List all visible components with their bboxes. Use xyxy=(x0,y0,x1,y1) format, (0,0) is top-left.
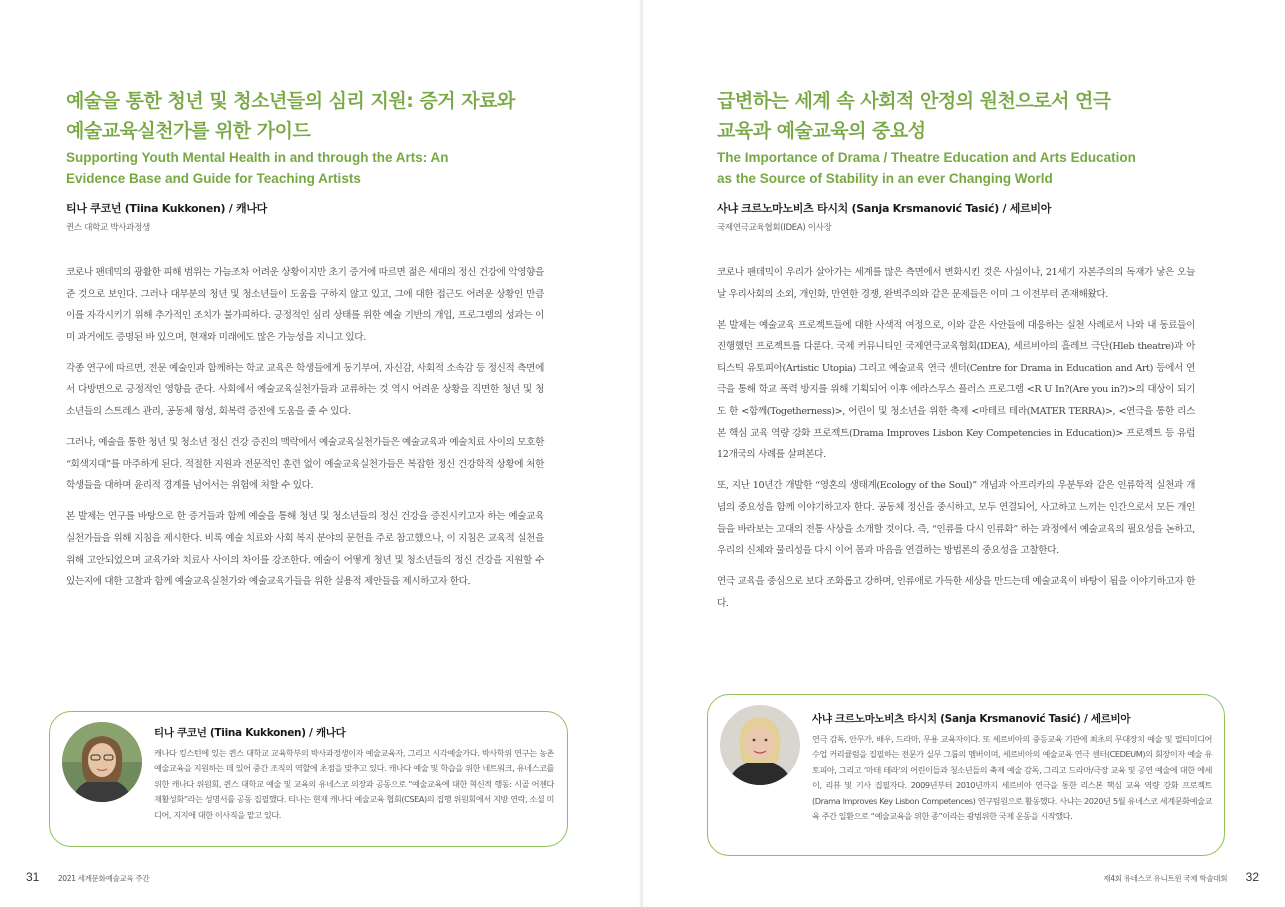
title-line-1: Supporting Youth Mental Health in and through the Arts: An xyxy=(66,150,449,165)
body-paragraph: 또, 지난 10년간 개발한 “영혼의 생태계(Ecology of the Soul)” 개념과 아프리카의 우분투와 같은 인류학적 실천과 개념의 중요성을 함께 이야기하고자 한다. 공동체 정신을 중시하고, 모두 연결되어, 사고하고 느끼는 인간으로서 모든 개인들을 바라보는 고대의 전통 사상을 소개할 것이다. 즉, “인류를 다시 인류화” 하는 과정에서 예술교육의 필요성을 논하고, 우리의 신체와 물리성을 다시 이어 몸과 마음을 연결하는 방법론의 중요성을 고찰한다. xyxy=(717,480,1195,557)
left-page xyxy=(0,0,641,907)
page-footer xyxy=(26,868,149,886)
bio-description: 캐나다 킹스턴에 있는 퀸스 대학교 교육학부의 박사과정생이자 예술교육자, 그리고 시각예술가다. 박사학위 연구는 농촌 예술교육을 지원하는 데 있어 중간 조직의 역할에 초점을 맞추고 있다. 캐나다 예술 및 학습을 위한 네트워크, 유네스코를 위한 캐나다 위원회, 퀸스 대학교 예술 및 교육의 유네스코 의장과 공동으로 “예술교육에 대한 혁신적 행동: 시골 어젠다 재활성화”라는 성명서를 공동 집필했다. 티나는 현재 캐나다 예술교육 협회(CSEA)의 집행 위원회에서 지방 연락, 소셜 미디어, 지지에 대한 이사직을 맡고 있다. xyxy=(154,748,554,820)
article-title-english xyxy=(717,147,1207,189)
body-paragraph: 각종 연구에 따르면, 전문 예술인과 함께하는 학교 교육은 학생들에게 동기부여, 자신감, 사회적 소속감 등 정신적 측면에서 다방면으로 긍정적인 영향을 준다. 사회에서 예술교육실천가들과 교류하는 것 역시 어려운 상황을 직면한 청년 및 청소년들의 스트레스 관리, 공동체 형성, 회복력 증진에 도움을 줄 수 있다. xyxy=(66,362,544,418)
bio-name: 사냐 크르노마노비츠 타시치 (Sanja Krsmanović Tasić) / 세르비아 xyxy=(812,713,1131,725)
article-title-english xyxy=(66,147,556,189)
author-affiliation: 퀸스 대학교 박사과정생 xyxy=(66,223,150,233)
page-number: 31 xyxy=(26,870,40,884)
body-paragraph: 연극 교육을 중심으로 보다 조화롭고 강하며, 인류애로 가득한 세상을 만드는데 예술교육이 바탕이 됨을 이야기하고자 한다. xyxy=(717,576,1195,609)
article-title-korean xyxy=(66,86,556,146)
author-name: 사냐 크르노마노비츠 타시치 (Sanja Krsmanović Tasić) / 세르비아 xyxy=(717,202,1052,215)
body-paragraph: 본 발제는 연구를 바탕으로 한 증거들과 함께 예술을 통해 청년 및 청소년들의 정신 건강을 증진시키고자 하는 예술교육실천가들을 위해 지침을 제시한다. 비록 예술 치료와 사회 복지 분야의 문헌을 주로 참고했으나, 이 지침은 교육적 실천을 위해 고안되었으며 교육가와 치료사 사이의 차이를 강조한다. 예술이 어떻게 청년 및 청소년들의 정신 건강을 지원할 수 있는지에 대한 고찰과 함께 예술교육실천가와 예술교육가들을 위한 실용적 제안들을 제시하고자 한다. xyxy=(66,511,544,588)
running-head: 제4회 유네스코 유니트윈 국제 학술대회 xyxy=(1103,874,1228,883)
bio-name: 티나 쿠코넌 (Tiina Kukkonen) / 캐나다 xyxy=(154,727,346,739)
portrait-image xyxy=(720,705,800,785)
title-line-2: 교육과 예술교육의 중요성 xyxy=(717,120,926,142)
title-line-1: 예술을 통한 청년 및 청소년들의 심리 지원: 증거 자료와 xyxy=(66,90,515,112)
right-page xyxy=(643,0,1285,907)
bio-text-block xyxy=(812,711,1212,824)
body-paragraph: 코로나 팬데믹의 광활한 피해 범위는 가늠조차 어려운 상황이지만 초기 증거에 따르면 젊은 세대의 정신 건강에 악영향을 준 것으로 보인다. 그러나 대부분의 청년 및 청소년들이 도움을 구하지 않고 있고, 그에 대한 접근도 어려운 상황인 만큼 이를 자각시키기 위해 추가적인 조치가 불가피하다. 긍정적인 심리 상태를 위한 예술 기반의 개입, 프로그램의 성과는 이미 과거에도 증명된 바 있으며, 현재와 미래에도 많은 가능성을 지니고 있다. xyxy=(66,267,544,343)
running-head: 2021 세계문화예술교육 주간 xyxy=(57,874,150,883)
body-paragraph: 코로나 팬데믹이 우리가 살아가는 세계를 많은 측면에서 변화시킨 것은 사실이나, 21세기 자본주의의 독재가 낳은 오늘날 우리사회의 소외, 개인화, 만연한 경쟁, 완벽주의와 같은 문제들은 이미 그 이전부터 존재해왔다. xyxy=(717,267,1195,300)
page-number: 32 xyxy=(1245,870,1259,884)
title-line-2: 예술교육실천가를 위한 가이드 xyxy=(66,120,311,142)
title-line-2: Evidence Base and Guide for Teaching Artists xyxy=(66,171,361,186)
author-bio-box xyxy=(49,711,568,847)
author-name: 티나 쿠코넌 (Tiina Kukkonen) / 캐나다 xyxy=(66,202,268,215)
bio-description: 연극 감독, 안무가, 배우, 드라마, 무용 교육자이다. 또 세르비아의 중등교육 기관에 최초의 무대장치 예술 및 멀티미디어 수업 커리큘럼을 집필하는 전문가 실무 그룹의 멤버이며, 세르비아의 예술교육 연극 센터(CEDEUM)의 회장이자 예술 유토피아, 그리고 ‘마테 테라’의 어린이들과 청소년들의 축제 예술 감독, 그리고 드라마/극장 교육 및 공연 예술에 대한 에세이, 리뷰 및 기사 집필자다. 2009년부터 2010년까지 세르비아 연극을 통한 리스본 핵심 교육 역량 강화 프로젝트(Drama Improves Key Lisbon Competences) 연구팀원으로 활동했다. 사냐는 2020년 5월 유네스코 세계문화예술교육 주간 일환으로 “예술교육을 위한 종”이라는 광범위한 국제 운동을 시작했다. xyxy=(812,734,1212,822)
author-bio-box xyxy=(707,694,1225,856)
portrait-image xyxy=(62,722,142,802)
article-body xyxy=(66,262,544,602)
title-line-1: The Importance of Drama / Theatre Education and Arts Education xyxy=(717,150,1136,165)
title-line-2: as the Source of Stability in an ever Changing World xyxy=(717,171,1053,186)
author-photo xyxy=(720,705,800,785)
article-title-korean xyxy=(717,86,1207,146)
author-photo xyxy=(62,722,142,802)
article-body xyxy=(717,262,1195,624)
page-footer xyxy=(1103,868,1259,886)
body-paragraph: 그러나, 예술을 통한 청년 및 청소년 정신 건강 증진의 맥락에서 예술교육실천가들은 예술교육과 예술치료 사이의 모호한 “회색지대”를 마주하게 된다. 적절한 지원과 전문적인 훈련 없이 예술교육실천가들은 복잡한 정신 건강학적 상황에 처한 학생들을 대하며 윤리적 경계를 넘어서는 위험에 처할 수 있다. xyxy=(66,437,544,492)
body-paragraph: 본 발제는 예술교육 프로젝트들에 대한 사색적 여정으로, 이와 같은 사안들에 대응하는 실천 사례로서 나와 내 동료들이 진행했던 프로젝트를 다룬다. 국제 커뮤니티인 국제연극교육협회(IDEA), 세르비아의 흘레브 극단(Hleb theatre)과 아티스틱 유토피아(Artistic Utopia) 그리고 예술교육 연극 센터(Centre for Drama in Education and Art) 등에서 연극을 통해 학교 폭력 방지를 위해 기획되어 이후 에라스무스 플러스 프로그램 <R U In?(Are you in?)>의 대상이 되기도 한 <함께(Togetherness)>, 어린이 및 청소년을 위한 축제 <마테르 테라(MATER TERRA)>, <연극을 통한 리스본 핵심 교육 역량 강화 프로젝트(Drama Improves Lisbon Key Competencies in Education)> 프로젝트 등 유럽 12개국의 사례를 살펴본다. xyxy=(717,319,1195,461)
author-affiliation: 국제연극교육협회(IDEA) 이사장 xyxy=(717,223,832,233)
title-line-1: 급변하는 세계 속 사회적 안정의 원천으로서 연극 xyxy=(717,90,1111,112)
bio-text-block xyxy=(154,725,554,823)
